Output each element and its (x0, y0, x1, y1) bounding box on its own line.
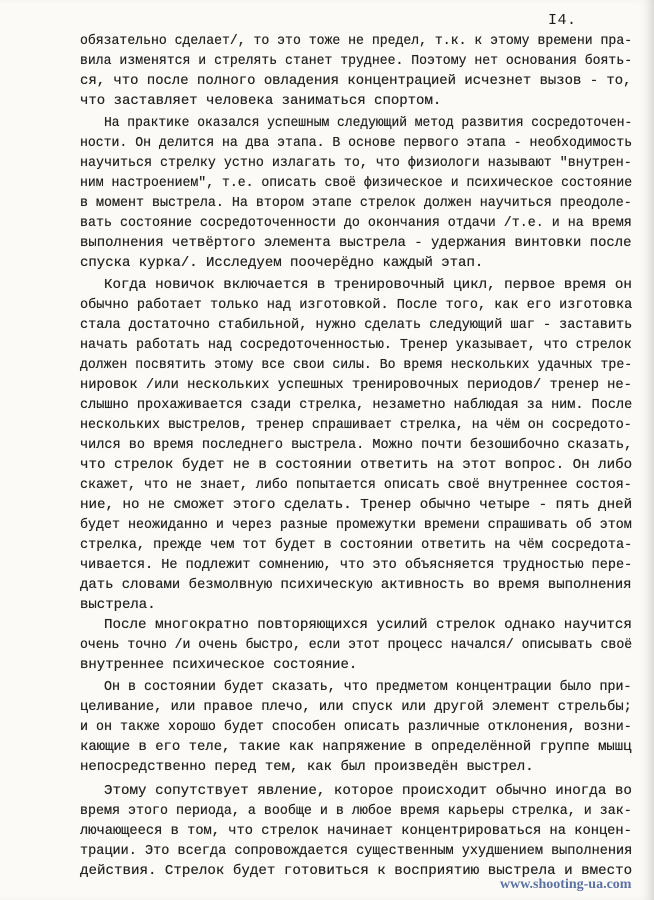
page-number: I4. (548, 12, 577, 29)
text-line: выполнения четвёртого элемента выстрела - удержания винтовки после (80, 235, 632, 251)
text-line: нировок /или нескольких успешных тренировочных периодов/ тренер не- (80, 377, 632, 393)
text-line: что заставляет человека заниматься спортом. (80, 93, 442, 109)
text-line: ности. Он делится на два этапа. В основе первого этапа - необходимость (80, 135, 633, 151)
text-line: ние, но не сможет этого сделать. Тренер обычно четыре - пять дней (80, 497, 633, 513)
text-line: спуска курка/. Исследуем поочерёдно каждый этап. (80, 255, 484, 271)
text-line: стала достаточно стабильной, нужно сделать следующий шаг - заставить (80, 317, 633, 333)
text-line: Когда новичок включается в тренировочный цикл, первое время он (104, 277, 632, 293)
text-line: ним настроением", т.е. описать своё физическое и психическое состояние (80, 175, 633, 191)
text-line: и он также хорошо будет способен описать различные отклонения, возни- (80, 719, 632, 735)
text-line: После многократно повторяющихся усилий стрелок однако научится (104, 617, 632, 633)
text-line: чивается. Не подлежит сомнению, что это объясняется трудностью пере- (80, 557, 633, 573)
text-line: научиться стрелку устно излагать то, что физиологи называют "внутрен- (80, 155, 632, 171)
text-line: непосредственно перед тем, как был произведён выстрел. (80, 759, 534, 775)
text-line: ся, что после полного овладения концентрацией исчезнет вызов - то, (80, 73, 632, 89)
text-line: На практике оказался успешным следующий метод развития сосредоточен- (104, 115, 633, 131)
text-line: выстрела. (80, 597, 156, 613)
text-line: должен посвятить этому все свои силы. Во время нескольких удачных тре- (80, 357, 633, 373)
text-line: обязательно сделает/, то это тоже не предел, т.к. к этому времени пра- (80, 33, 633, 49)
text-line: в момент выстрела. На втором этапе стрелок должен научиться преодоле- (80, 195, 632, 211)
text-line: очень точно /и очень быстро, если этот процесс начался/ описывать своё (80, 637, 633, 653)
text-line: нескольких выстрелов, тренер спрашивает стрелка, на чём он сосредото- (80, 417, 632, 433)
text-line: целивание, или правое плечо, или спуск или другой элемент стрельбы; (80, 699, 632, 715)
text-line: вила изменятся и стрелять станет труднее. Поэтому нет основания боять- (80, 53, 633, 69)
text-line: Этому сопутствует явление, которое происходит обычно иногда во (104, 783, 632, 799)
text-line: кающие в его теле, такие как напряжение в определённой группе мышц (80, 739, 632, 755)
text-line: дать словами безмолвную психическую активность во время выполнения (80, 577, 632, 593)
text-line: слышно прохаживается сзади стрелка, незаметно наблюдая за ним. После (80, 397, 633, 413)
text-line: будет неожиданно и через разные промежутки времени спрашивать об этом (80, 517, 632, 533)
text-line: лючающееся в том, что стрелок начинает концентрироваться на концен- (80, 823, 632, 839)
text-line: внутреннее психическое состояние. (80, 657, 358, 673)
text-line: стрелка, прежде чем тот будет в состоянии ответить на чём сосредота- (80, 537, 633, 553)
text-line: трации. Это всегда сопровождается существенным ухудшением выполнения (80, 843, 633, 859)
text-line: скажет, что не знает, либо попытается описать своё внутреннее состоя- (80, 477, 632, 493)
text-line: действия. Стрелок будет готовиться к восприятию выстрела и вместо (80, 863, 633, 879)
text-line: Он в состоянии будет сказать, что предметом концентрации было при- (104, 679, 632, 695)
text-line: чился во время последнего выстрела. Можно почти безошибочно сказать, (80, 437, 633, 453)
text-line: начать работать над сосредоточенностью. Тренер указывает, что стрелок (80, 337, 632, 353)
watermark: www.shooting-ua.com (500, 877, 632, 892)
text-line: вать состояние сосредоточенности до окончания отдачи /т.е. и на время (80, 215, 632, 231)
text-line: время этого периода, а вообще и в любое время карьеры стрелка, и зак- (80, 803, 632, 819)
text-line: что стрелок будет не в состоянии ответить на этот вопрос. Он либо (80, 457, 633, 473)
text-line: обычно работает только над изготовкой. После того, как его изготовка (80, 297, 633, 313)
